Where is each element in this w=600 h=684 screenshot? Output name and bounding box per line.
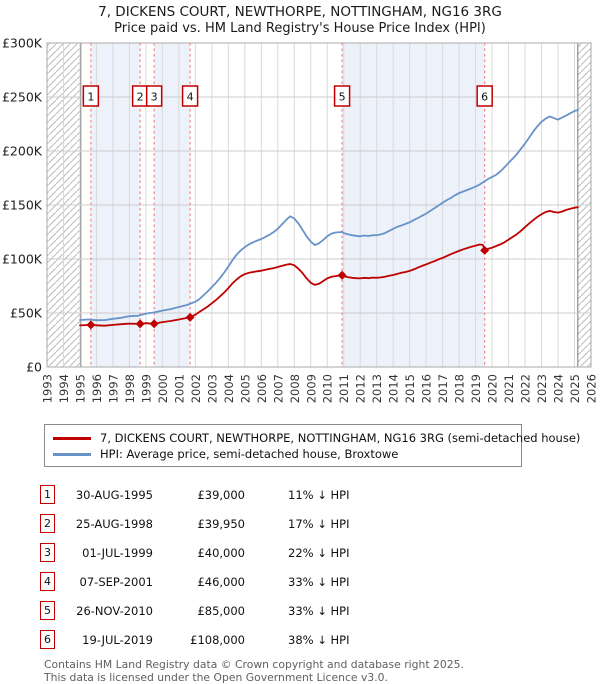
chart-legend <box>44 424 581 467</box>
x-axis-tick-label: 1999 <box>139 374 154 404</box>
x-axis-tick-label: 1998 <box>122 374 137 404</box>
txn-price: £85,000 <box>197 603 245 618</box>
transactions-table <box>40 480 600 654</box>
x-axis-tick-label: 1993 <box>40 374 55 404</box>
sale-number-label: 4 <box>186 90 194 104</box>
x-axis-tick-label: 2004 <box>221 374 236 404</box>
x-axis-tick-label: 2018 <box>452 374 467 404</box>
x-axis-tick-label: 2005 <box>238 374 253 404</box>
x-axis-tick-label: 2014 <box>386 374 401 404</box>
txn-hpi-delta: 22% ↓ HPI <box>288 545 350 560</box>
txn-hpi-delta: 38% ↓ HPI <box>288 632 350 647</box>
page-subtitle: Price paid vs. HM Land Registry's House Price Index (HPI) <box>114 21 486 36</box>
x-axis-tick-label: 2008 <box>287 374 302 404</box>
hpi-line-swatch <box>53 453 91 456</box>
x-axis-tick-label: 2021 <box>502 374 517 404</box>
txn-number-badge: 3 <box>40 543 55 562</box>
price-history-chart <box>0 37 600 419</box>
x-axis-tick-label: 2001 <box>172 374 187 404</box>
x-axis-tick-label: 1995 <box>73 374 88 404</box>
x-axis-tick-label: 2011 <box>337 374 352 404</box>
y-axis-tick-label: £0 <box>26 359 42 375</box>
y-axis-tick-label: £100K <box>1 251 42 267</box>
txn-date: 19-JUL-2019 <box>82 632 153 647</box>
x-axis-tick-label: 1996 <box>89 374 104 404</box>
table-row <box>40 625 600 654</box>
y-axis-tick-label: £250K <box>1 89 42 105</box>
txn-hpi-delta: 33% ↓ HPI <box>288 603 350 618</box>
txn-price: £108,000 <box>190 632 245 647</box>
x-axis-tick-label: 2006 <box>254 374 269 404</box>
sale-number-label: 5 <box>338 90 346 104</box>
txn-hpi-delta: 33% ↓ HPI <box>288 574 350 589</box>
x-axis-tick-label: 2002 <box>188 374 203 404</box>
x-axis-tick-label: 2003 <box>205 374 220 404</box>
txn-hpi-delta: 17% ↓ HPI <box>288 516 350 531</box>
table-row <box>40 596 600 625</box>
table-row <box>40 509 600 538</box>
legend-item-price-paid <box>53 430 581 446</box>
x-axis-tick-label: 2000 <box>155 374 170 404</box>
x-axis-tick-label: 2026 <box>584 374 599 404</box>
x-axis-tick-label: 2012 <box>353 374 368 404</box>
txn-hpi-delta: 11% ↓ HPI <box>288 487 350 502</box>
x-axis-tick-label: 1997 <box>106 374 121 404</box>
txn-number-badge: 2 <box>40 514 55 533</box>
x-axis-tick-label: 1994 <box>56 374 71 404</box>
x-axis-tick-label: 2017 <box>436 374 451 404</box>
txn-number-badge: 6 <box>40 630 55 649</box>
chart-header <box>0 0 600 37</box>
price-paid-line-swatch <box>53 437 91 440</box>
page-title: 7, DICKENS COURT, NEWTHORPE, NOTTINGHAM, NG16 3RG <box>98 4 502 20</box>
legend-label: HPI: Average price, semi-detached house, Broxtowe <box>100 447 399 461</box>
sale-number-label: 3 <box>150 90 158 104</box>
y-axis-tick-label: £150K <box>1 197 42 213</box>
txn-date: 26-NOV-2010 <box>76 603 153 618</box>
txn-number-badge: 5 <box>40 601 55 620</box>
table-row <box>40 567 600 596</box>
table-row <box>40 480 600 509</box>
legend-item-hpi <box>53 446 515 462</box>
txn-price: £46,000 <box>197 574 245 589</box>
txn-number-badge: 1 <box>40 485 55 504</box>
x-axis-tick-label: 2007 <box>271 374 286 404</box>
txn-date: 30-AUG-1995 <box>75 487 153 502</box>
txn-price: £39,950 <box>197 516 245 531</box>
x-axis-tick-label: 2010 <box>320 374 335 404</box>
license-footer <box>44 658 600 684</box>
x-axis-tick-label: 2016 <box>419 374 434 404</box>
table-row <box>40 538 600 567</box>
x-axis-tick-label: 2013 <box>370 374 385 404</box>
y-axis-tick-label: £50K <box>9 305 42 321</box>
x-axis-tick-label: 2009 <box>304 374 319 404</box>
x-axis-tick-label: 2025 <box>568 374 583 404</box>
txn-date: 25-AUG-1998 <box>75 516 153 531</box>
sale-number-label: 2 <box>136 90 144 104</box>
sale-number-label: 1 <box>87 90 95 104</box>
x-axis-tick-label: 2023 <box>535 374 550 404</box>
x-axis-tick-label: 2022 <box>518 374 533 404</box>
x-axis-tick-label: 2020 <box>485 374 500 404</box>
txn-number-badge: 4 <box>40 572 55 591</box>
footer-line-2: This data is licensed under the Open Government Licence v3.0. <box>44 671 388 684</box>
txn-date: 07-SEP-2001 <box>79 574 153 589</box>
x-axis-tick-label: 2015 <box>403 374 418 404</box>
y-axis-tick-label: £200K <box>1 143 42 159</box>
x-axis-tick-label: 2024 <box>551 374 566 404</box>
footer-line-1: Contains HM Land Registry data © Crown copyright and database right 2025. <box>44 658 464 671</box>
x-axis-tick-label: 2019 <box>469 374 484 404</box>
sale-number-label: 6 <box>481 90 489 104</box>
txn-price: £39,000 <box>197 487 245 502</box>
txn-price: £40,000 <box>197 545 245 560</box>
y-axis-tick-label: £300K <box>1 37 42 51</box>
legend-label: 7, DICKENS COURT, NEWTHORPE, NOTTINGHAM, NG16 3RG (semi-detached house) <box>100 431 581 445</box>
txn-date: 01-JUL-1999 <box>82 545 153 560</box>
